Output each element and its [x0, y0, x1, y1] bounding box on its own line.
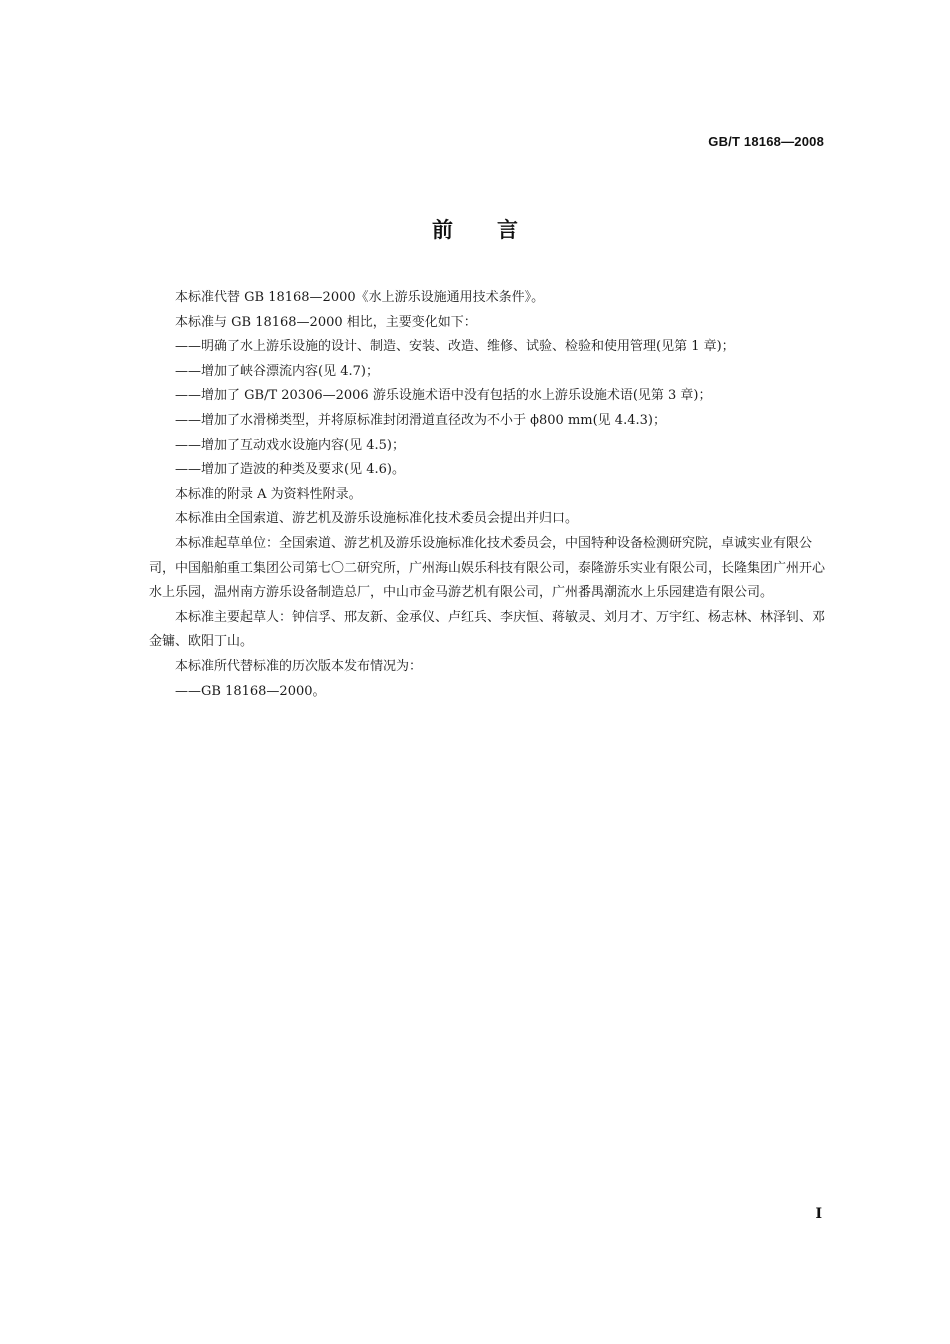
paragraph-history-intro: 本标准所代替标准的历次版本发布情况为： [175, 658, 423, 674]
page-number: I [815, 1206, 822, 1222]
page-title: 前言 [432, 218, 562, 242]
paragraph-annex: 本标准的附录 A 为资料性附录。 [175, 486, 362, 502]
standard-number: GB/T 18168—2008 [708, 134, 824, 149]
foreword-body [149, 286, 827, 704]
paragraph-drafters: 本标准主要起草人：钟信孚、邢友新、金承仪、卢红兵、李庆恒、蒋敏灵、刘月才、万宇红、杨志林、林泽钊、邓金镛、欧阳丁山。 [149, 609, 826, 650]
change-item: ——增加了造波的种类及要求(见 4.6)。 [175, 462, 405, 478]
paragraph-replaces: 本标准代替 GB 18168—2000《水上游乐设施通用技术条件》。 [175, 290, 545, 305]
change-item: ——增加了水滑梯类型，并将原标准封闭滑道直径改为不小于 ϕ800 mm(见 4.4.3)； [175, 412, 666, 428]
change-item: ——增加了互动戏水设施内容(见 4.5)； [175, 437, 405, 453]
paragraph-drafting-units: 本标准起草单位：全国索道、游艺机及游乐设施标准化技术委员会，中国特种设备检测研究院，卓诚实业有限公司，中国船舶重工集团公司第七〇二研究所，广州海山娱乐科技有限公司，泰隆游乐实业有限公司，长隆集团广州开心水上乐园，温州南方游乐设备制造总厂，中山市金马游艺机有限公司，广州番禺潮流水上乐园建造有限公司。 [149, 535, 826, 601]
change-item: ——明确了水上游乐设施的设计、制造、安装、改造、维修、试验、检验和使用管理(见第 1 章)； [175, 339, 735, 355]
change-item: ——增加了峡谷漂流内容(见 4.7)； [175, 363, 379, 379]
paragraph-changes-intro: 本标准与 GB 18168—2000 相比，主要变化如下： [175, 314, 477, 330]
history-item: ——GB 18168—2000。 [175, 683, 326, 699]
paragraph-proposer: 本标准由全国索道、游艺机及游乐设施标准化技术委员会提出并归口。 [175, 511, 579, 527]
change-item: ——增加了 GB/T 20306—2006 游乐设施术语中没有包括的水上游乐设施术语(见第 3 章)； [175, 388, 712, 404]
